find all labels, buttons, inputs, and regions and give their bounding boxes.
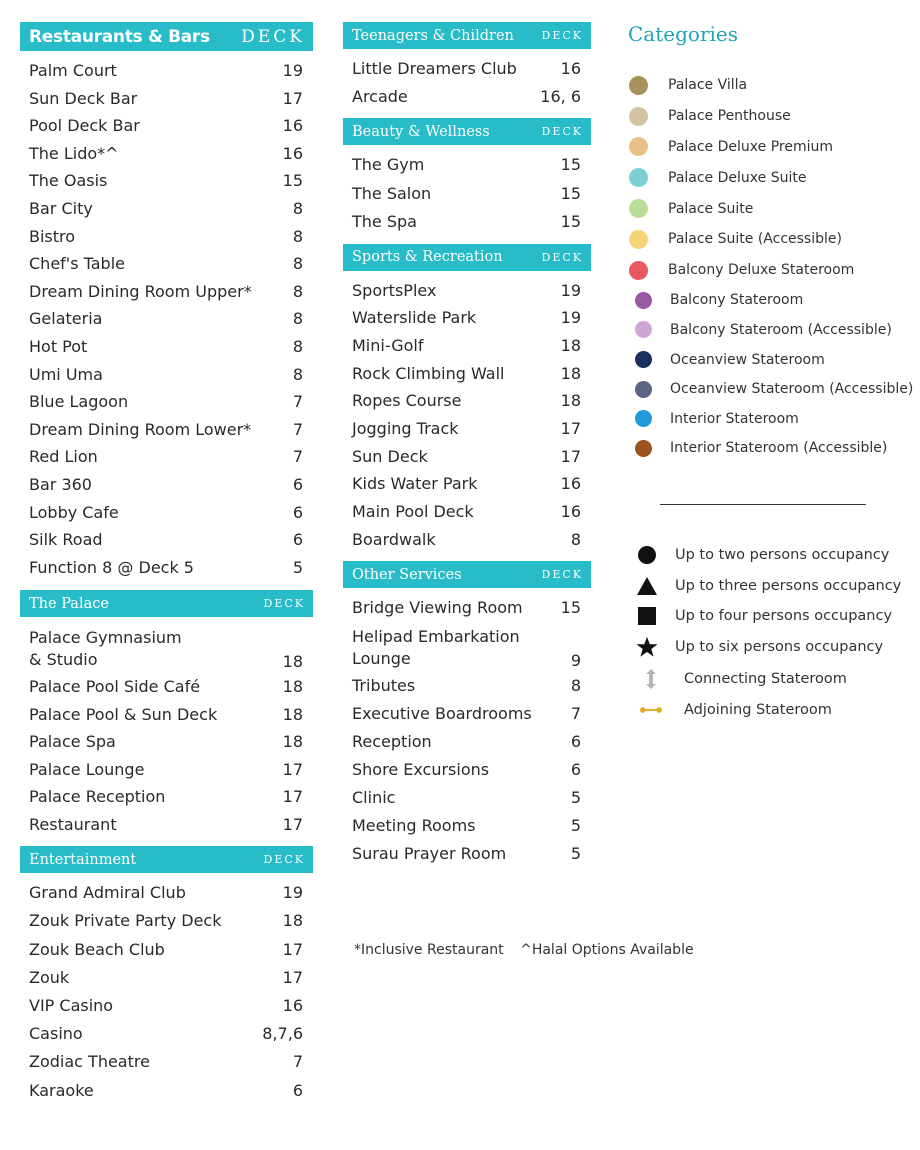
venue-list: [20, 51, 313, 581]
venue-row: [343, 304, 591, 332]
venue-row: [20, 936, 313, 964]
venue-row: [20, 673, 313, 701]
category-swatch-icon: [635, 381, 652, 398]
category-swatch-icon: [635, 321, 652, 338]
venue-name: Hot Pot: [29, 336, 88, 356]
venue-deck: 16: [282, 116, 303, 136]
venue-row: [343, 622, 591, 672]
venue-deck: 17: [560, 418, 581, 438]
venue-name: Bistro: [29, 226, 76, 246]
category-item: [628, 224, 920, 255]
legend-divider: [660, 504, 866, 505]
category-label: Oceanview Stateroom (Accessible): [670, 381, 914, 398]
category-label: Oceanview Stateroom: [670, 351, 825, 368]
venue-row: [343, 180, 591, 209]
category-swatch-icon: [635, 292, 652, 309]
venue-deck: 6: [292, 530, 303, 550]
section-sports: [343, 244, 591, 554]
venue-row: [20, 85, 313, 113]
section-header-palace: [20, 590, 313, 617]
occupancy-legend: [636, 540, 901, 726]
category-item: [628, 404, 920, 434]
venue-row: [343, 387, 591, 415]
section-header-sports: [343, 244, 591, 271]
venue-row: [343, 83, 591, 111]
venue-name: Helipad Embarkation Lounge: [352, 627, 520, 669]
footnote-inclusive: *Inclusive Restaurant: [354, 942, 504, 958]
venue-deck: 18: [282, 677, 303, 697]
deck-label: DECK: [541, 125, 583, 138]
occupancy-item: [636, 571, 901, 602]
occupancy-label: Up to two persons occupancy: [675, 547, 890, 564]
venue-deck: 18: [282, 704, 303, 724]
venue-name: Bar City: [29, 198, 93, 218]
occupancy-item: [636, 601, 901, 632]
venue-row: [343, 672, 591, 700]
venue-deck: 8: [570, 529, 581, 549]
venue-name: Sun Deck: [352, 446, 428, 466]
venue-row: [20, 361, 313, 389]
venue-row: [20, 112, 313, 140]
venue-name: Palm Court: [29, 61, 117, 80]
venue-name: Jogging Track: [352, 418, 459, 438]
category-swatch-icon: [635, 351, 652, 368]
venue-name: Umi Uma: [29, 364, 103, 384]
venue-deck: 8: [292, 336, 303, 356]
venue-name: Kids Water Park: [352, 474, 478, 494]
venue-deck: 15: [560, 155, 581, 174]
venue-deck: 7: [292, 419, 303, 439]
venue-name: Bridge Viewing Room: [352, 598, 523, 618]
category-swatch-icon: [629, 199, 648, 218]
venue-row: [20, 783, 313, 811]
venue-name: Palace Lounge: [29, 759, 145, 779]
venue-deck: 19: [282, 883, 303, 903]
venue-deck: 9: [570, 651, 581, 671]
deck-label: DECK: [263, 597, 305, 611]
venue-deck: 5: [570, 816, 581, 836]
venue-deck: 19: [560, 280, 581, 300]
venue-deck: 16: [560, 474, 581, 494]
venue-name: Arcade: [352, 87, 408, 106]
venue-row: [20, 728, 313, 756]
venue-deck: 8: [292, 364, 303, 384]
venue-deck: 15: [560, 212, 581, 231]
occupancy-label: Up to four persons occupancy: [675, 608, 893, 625]
venue-row: [20, 756, 313, 784]
venue-name: Grand Admiral Club: [29, 883, 186, 903]
venue-row: [343, 812, 591, 840]
venue-row: [20, 471, 313, 499]
venue-name: Zouk Private Party Deck: [29, 911, 222, 931]
venue-name: Dream Dining Room Lower*: [29, 419, 252, 439]
venue-row: [343, 277, 591, 305]
section-title: Other Services: [352, 566, 462, 583]
venue-row: [20, 1020, 313, 1048]
occupancy-item: [636, 662, 901, 695]
venue-name: Surau Prayer Room: [352, 844, 507, 864]
occupancy-item: [636, 540, 901, 571]
venue-name: Palace Pool & Sun Deck: [29, 704, 218, 724]
category-swatch-icon: [629, 168, 648, 187]
section-header-entertainment: [20, 846, 313, 873]
venue-name: The Salon: [352, 183, 432, 203]
venue-row: [343, 840, 591, 868]
section-title: Entertainment: [29, 851, 137, 868]
section-restaurants: [20, 22, 313, 581]
venue-row: [20, 526, 313, 554]
venue-row: [20, 416, 313, 444]
venue-deck: 8: [570, 676, 581, 696]
venue-row: [343, 756, 591, 784]
venue-row: [343, 784, 591, 812]
venue-row: [20, 1077, 313, 1105]
occupancy-label: Up to three persons occupancy: [675, 577, 902, 594]
venue-name: Main Pool Deck: [352, 502, 474, 521]
category-swatch-icon: [629, 107, 648, 126]
venue-deck: 18: [282, 911, 303, 931]
venue-name: Blue Lagoon: [29, 392, 129, 412]
category-item: [628, 374, 920, 404]
venue-name: Gelateria: [29, 309, 103, 329]
category-item: [628, 255, 920, 286]
venue-deck: 17: [282, 939, 303, 959]
section-beauty: [343, 118, 591, 237]
venue-name: Palace Pool Side Café: [29, 677, 201, 697]
square-icon: [636, 605, 658, 627]
venue-row: [20, 907, 313, 935]
venue-deck: 15: [560, 598, 581, 618]
section-teens: [343, 22, 591, 111]
venue-row: [20, 964, 313, 992]
category-label: Palace Penthouse: [668, 108, 791, 125]
venue-row: [20, 879, 313, 907]
section-header-beauty: [343, 118, 591, 145]
venue-deck: 7: [292, 447, 303, 467]
venue-name: Waterslide Park: [352, 308, 477, 328]
category-label: Balcony Stateroom (Accessible): [670, 321, 892, 338]
venue-row: [20, 333, 313, 361]
venue-deck: 17: [282, 967, 303, 987]
venue-name: Palace Reception: [29, 787, 166, 807]
venue-deck: 6: [570, 732, 581, 752]
venue-row: [20, 223, 313, 251]
venue-row: [343, 470, 591, 498]
venue-row: [20, 554, 313, 582]
section-header-teens: [343, 22, 591, 49]
venue-name: Shore Excursions: [352, 760, 490, 780]
venue-row: [343, 526, 591, 554]
deck-label: DECK: [241, 26, 305, 47]
venue-deck: 18: [560, 363, 581, 383]
venue-deck: 5: [570, 788, 581, 808]
venue-name: Ropes Course: [352, 391, 462, 411]
categories-title: Categories: [628, 22, 738, 46]
triangle-icon: [636, 575, 658, 597]
category-item: [628, 162, 920, 193]
venue-name: Chef's Table: [29, 254, 125, 274]
category-label: Palace Deluxe Premium: [668, 138, 833, 155]
venue-deck: 15: [282, 171, 303, 191]
venue-row: [20, 167, 313, 195]
venue-list: [20, 617, 313, 838]
star-icon: [636, 636, 658, 658]
venue-name: Karaoke: [29, 1080, 94, 1100]
venue-name: Function 8 @ Deck 5: [29, 557, 194, 577]
venue-name: Meeting Rooms: [352, 816, 476, 836]
section-palace: [20, 590, 313, 838]
venue-deck: 7: [292, 392, 303, 412]
venue-name: Bar 360: [29, 474, 92, 494]
deck-label: DECK: [263, 853, 305, 867]
deck-label: DECK: [541, 568, 583, 582]
venue-deck: 17: [282, 759, 303, 779]
venue-row: [20, 140, 313, 168]
venue-list: [343, 145, 591, 237]
category-item: [628, 132, 920, 163]
venue-deck: 8,7,6: [262, 1024, 303, 1044]
venue-name: Dream Dining Room Upper*: [29, 281, 252, 301]
venue-deck: 18: [282, 732, 303, 752]
category-swatch-icon: [629, 137, 648, 156]
venue-name: Red Lion: [29, 447, 98, 467]
venue-deck: 5: [292, 557, 303, 577]
venue-row: [20, 623, 313, 673]
venue-row: [20, 278, 313, 306]
venue-deck: 19: [560, 308, 581, 328]
venue-row: [343, 594, 591, 622]
venue-deck: 6: [292, 474, 303, 494]
venue-deck: 16, 6: [540, 87, 581, 106]
venue-deck: 17: [282, 787, 303, 807]
circle-icon: [636, 544, 658, 566]
venue-row: [343, 728, 591, 756]
venue-name: The Spa: [352, 212, 417, 231]
category-item: [628, 286, 920, 316]
venue-name: Tributes: [352, 676, 416, 696]
venue-name: The Gym: [352, 155, 425, 174]
section-header-other: [343, 561, 591, 588]
section-header-restaurants: [20, 22, 313, 51]
column-left: [20, 22, 313, 1105]
venue-name: Executive Boardrooms: [352, 704, 532, 724]
vertical-arrow-icon: [640, 668, 662, 690]
venue-name: VIP Casino: [29, 996, 114, 1016]
occupancy-label: Connecting Stateroom: [684, 670, 847, 687]
venue-row: [20, 195, 313, 223]
category-label: Palace Villa: [668, 77, 748, 94]
venue-row: [20, 992, 313, 1020]
category-item: [628, 315, 920, 345]
category-label: Palace Suite (Accessible): [668, 231, 842, 248]
venue-row: [20, 305, 313, 333]
venue-list: [20, 873, 313, 1105]
category-item: [628, 70, 920, 101]
venue-row: [343, 415, 591, 443]
venue-row: [343, 360, 591, 388]
column-right: [628, 22, 920, 719]
venue-row: [343, 498, 591, 526]
venue-row: [343, 208, 591, 237]
category-swatch-icon: [635, 410, 652, 427]
venue-name: Casino: [29, 1024, 83, 1044]
venue-row: [20, 250, 313, 278]
venue-name: Palace Spa: [29, 732, 116, 752]
venue-name: SportsPlex: [352, 280, 437, 300]
venue-deck: 8: [292, 226, 303, 246]
venue-deck: 8: [292, 309, 303, 329]
occupancy-item: [636, 632, 901, 663]
venue-deck: 18: [282, 652, 303, 672]
venue-list: [343, 588, 591, 868]
venue-name: Zodiac Theatre: [29, 1052, 150, 1072]
venue-deck: 18: [560, 335, 581, 355]
venue-deck: 17: [282, 88, 303, 108]
venue-row: [20, 388, 313, 416]
category-label: Palace Suite: [668, 200, 754, 217]
venue-deck: 16: [560, 502, 581, 521]
venue-deck: 18: [560, 391, 581, 411]
category-item: [628, 193, 920, 224]
venue-name: Boardwalk: [352, 529, 436, 549]
section-title: Sports & Recreation: [352, 249, 503, 265]
occupancy-item: [636, 695, 901, 726]
venue-row: [20, 1048, 313, 1076]
occupancy-label: Up to six persons occupancy: [675, 638, 884, 655]
venue-deck: 16: [282, 143, 303, 163]
venue-name: Little Dreamers Club: [352, 59, 517, 78]
category-label: Balcony Deluxe Stateroom: [668, 262, 855, 279]
category-label: Interior Stateroom: [670, 410, 799, 427]
adjoining-link-icon: [640, 699, 662, 721]
venue-name: Pool Deck Bar: [29, 116, 140, 136]
venue-list: [343, 271, 591, 554]
category-item: [628, 101, 920, 132]
venue-deck: 6: [292, 1080, 303, 1100]
venue-row: [343, 55, 591, 83]
venue-deck: 16: [560, 59, 581, 78]
venue-name: The Lido*^: [29, 143, 119, 163]
venue-deck: 17: [282, 814, 303, 834]
venue-name: Lobby Cafe: [29, 502, 119, 522]
section-title: Restaurants & Bars: [29, 26, 210, 47]
venue-row: [343, 443, 591, 471]
footnote-halal: ^Halal Options Available: [520, 942, 694, 958]
venue-name: Reception: [352, 732, 432, 752]
category-label: Interior Stateroom (Accessible): [670, 440, 888, 457]
venue-deck: 16: [282, 996, 303, 1016]
venue-deck: 8: [292, 254, 303, 274]
deck-label: DECK: [541, 250, 583, 264]
footnote: [354, 942, 694, 958]
category-swatch-icon: [629, 261, 648, 280]
venue-deck: 8: [292, 281, 303, 301]
venue-name: The Oasis: [29, 171, 108, 191]
venue-deck: 19: [282, 61, 303, 80]
venue-name: Zouk: [29, 967, 70, 987]
category-swatch-icon: [629, 230, 648, 249]
section-title: The Palace: [29, 595, 109, 612]
venue-row: [343, 700, 591, 728]
venue-name: Sun Deck Bar: [29, 88, 138, 108]
venue-deck: 5: [570, 844, 581, 864]
venue-deck: 7: [292, 1052, 303, 1072]
venue-name: Clinic: [352, 788, 396, 808]
venue-list: [343, 49, 591, 111]
venue-deck: 6: [570, 760, 581, 780]
category-item: [628, 345, 920, 375]
section-other: [343, 561, 591, 868]
venue-deck: 17: [560, 446, 581, 466]
venue-name: Palace Gymnasium & Studio: [29, 628, 182, 670]
venue-row: [20, 499, 313, 527]
venue-name: Mini-Golf: [352, 335, 424, 355]
venue-deck: 6: [292, 502, 303, 522]
deck-label: DECK: [541, 29, 583, 42]
category-label: Palace Deluxe Suite: [668, 169, 807, 186]
venue-deck: 7: [570, 704, 581, 724]
column-middle: [343, 22, 591, 868]
venue-name: Silk Road: [29, 530, 103, 550]
venue-row: [20, 57, 313, 85]
venue-deck: 8: [292, 198, 303, 218]
category-item: [628, 434, 920, 464]
section-title: Teenagers & Children: [352, 27, 514, 44]
occupancy-label: Adjoining Stateroom: [684, 702, 832, 719]
category-swatch-icon: [629, 76, 648, 95]
section-title: Beauty & Wellness: [352, 123, 490, 140]
category-legend: [628, 70, 920, 463]
category-label: Balcony Stateroom: [670, 292, 804, 309]
venue-name: Restaurant: [29, 814, 117, 834]
section-entertainment: [20, 846, 313, 1105]
venue-row: [20, 811, 313, 839]
category-swatch-icon: [635, 440, 652, 457]
venue-name: Rock Climbing Wall: [352, 363, 505, 383]
venue-row: [20, 443, 313, 471]
venue-row: [343, 332, 591, 360]
venue-deck: 15: [560, 183, 581, 203]
venue-name: Zouk Beach Club: [29, 939, 165, 959]
venue-row: [20, 701, 313, 729]
venue-row: [343, 151, 591, 180]
